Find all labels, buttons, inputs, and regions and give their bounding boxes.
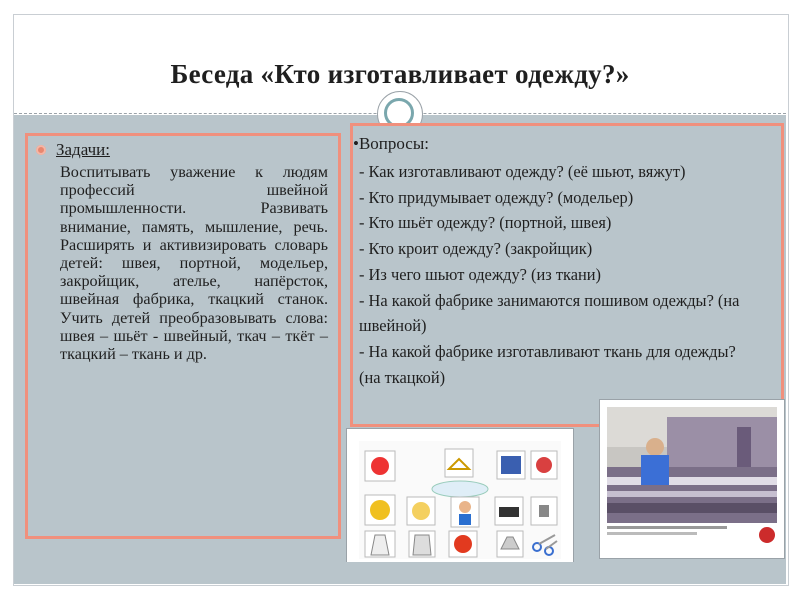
question-item: - Как изготавливают одежду? (её шьют, вяжут) bbox=[359, 162, 686, 181]
sewing-cards-image bbox=[347, 429, 573, 569]
questions-list bbox=[359, 159, 759, 390]
question-item: - Кто кроит одежду? (закройщик) bbox=[359, 239, 593, 259]
question-item: - Кто шьёт одежду? (портной, швея) bbox=[359, 213, 612, 233]
question-item: - Из чего шьют одежду? (из ткани) bbox=[359, 264, 602, 284]
factory-photo bbox=[607, 407, 777, 523]
factory-logo-icon bbox=[759, 527, 775, 543]
questions-heading: •Вопросы: bbox=[353, 134, 430, 153]
tasks-panel bbox=[25, 133, 341, 539]
page-title: Беседа «Кто изготавливает одежду?» bbox=[170, 59, 630, 89]
cards-grid bbox=[359, 441, 561, 559]
tasks-text: Воспитывать уважение к людям профессий швейной промышленности. Развивать внимание, память, мышление, речь. Расширять и активизировать словарь детей: швея, портной, модельер, закройщик, ателье, напёрсток, швейная фабрика, ткацкий станок. Учить детей преобразовывать слова: швея – шьёт - швейный, ткач – ткёт – ткацкий – ткань и др. bbox=[60, 163, 328, 364]
tasks-heading: Задачи: bbox=[56, 140, 110, 159]
factory-caption-lines bbox=[607, 526, 747, 535]
weaving-factory-photo bbox=[600, 400, 784, 558]
question-item: - Кто придумывает одежду? (модельер) bbox=[359, 187, 634, 207]
cards-illustration bbox=[359, 441, 561, 559]
circle-bullet-icon bbox=[36, 145, 46, 155]
footer-band bbox=[14, 562, 786, 584]
card-hanger bbox=[445, 449, 473, 477]
question-item: - На какой фабрике занимаются пошивом одежды? (на швейной) bbox=[359, 290, 740, 336]
question-item: - На какой фабрике изготавливают ткань для одежды? (на ткацкой) bbox=[359, 341, 736, 387]
questions-panel bbox=[350, 123, 784, 427]
